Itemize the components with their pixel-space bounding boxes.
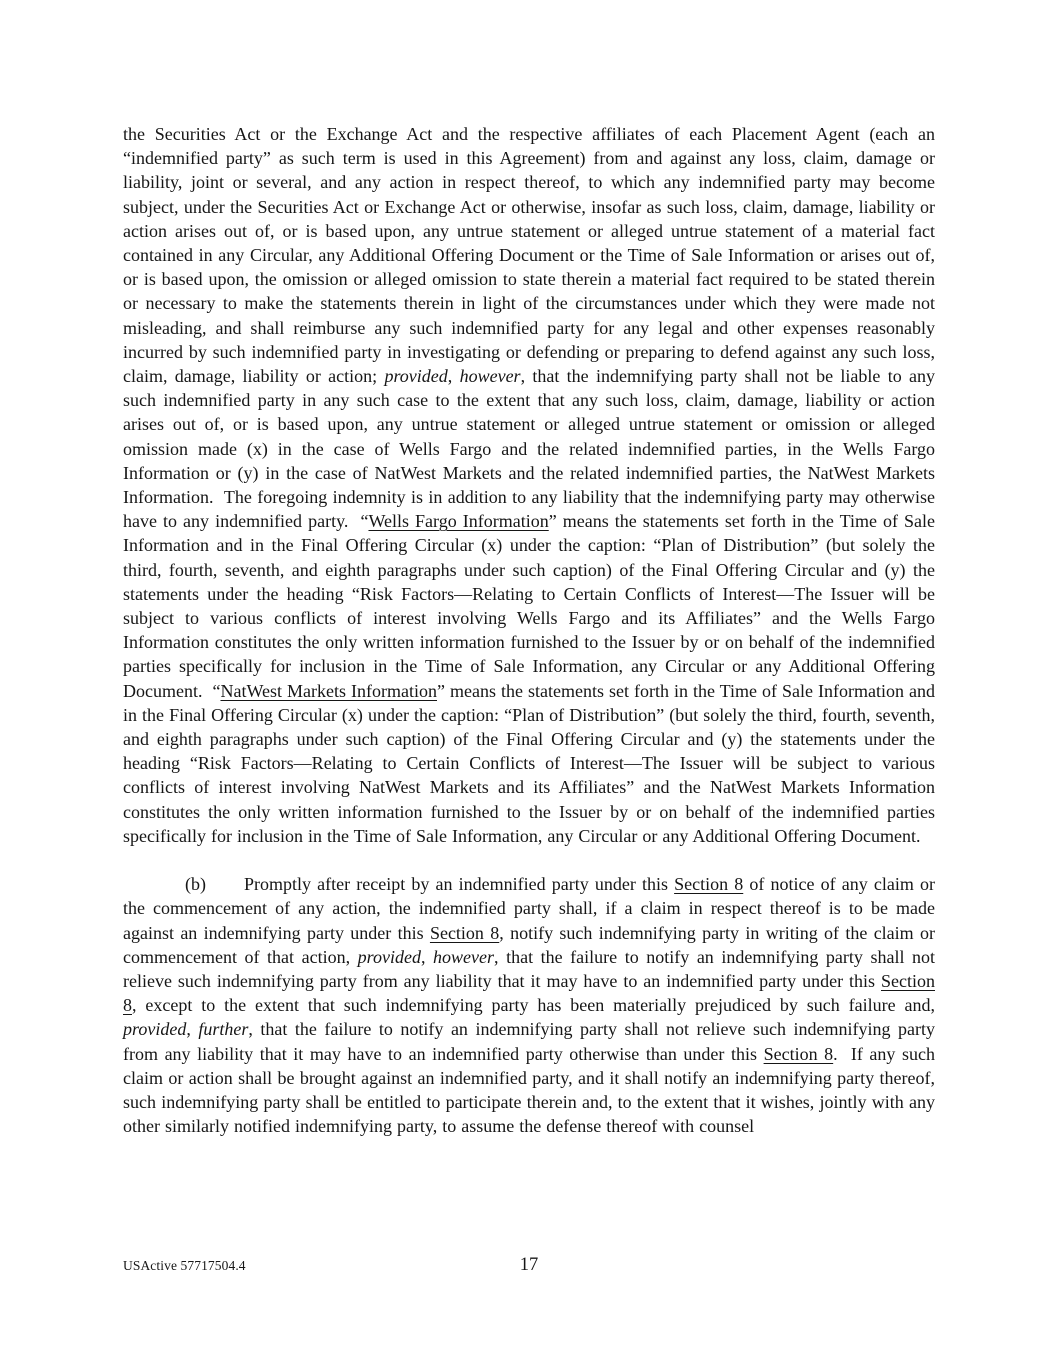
- underlined-term: Section 8: [123, 970, 935, 1016]
- text-run: . If any such claim or action shall be brought against an indemnified party, and it shall notify an indemnifying party thereof, such indemnifying party shall be entitled to participate therein and, to the extent that it wishes, jointly with any other similarly notified indemnifying party, to assume the defense thereof with counsel: [123, 1043, 935, 1137]
- document-body: [123, 122, 935, 1138]
- continuation-paragraph: [123, 122, 935, 848]
- underlined-term: NatWest Markets Information: [220, 680, 437, 701]
- document-id: USActive 57717504.4: [123, 1258, 246, 1273]
- page-footer: [123, 1250, 935, 1276]
- paragraph-b: [123, 872, 935, 1138]
- underlined-term: Wells Fargo Information: [368, 511, 549, 532]
- text-run: ” means the statements set forth in the Time of Sale Information and in the Final Offering Circular (x) under the caption: “Plan of Distribution” (but solely the third, fourth, seventh, and eighth paragraphs under such caption) of the Final Offering Circular and (y) the statements under the heading “Risk Factors—Relating to Certain Conflicts of Interest—The Issuer will be subject to various conflicts of interest involving NatWest Markets and its Affiliates” and the NatWest Markets Information constitutes the only written information furnished to the Issuer by or on behalf of the indemnified parties specifically for inclusion in the Time of Sale Information, any Circular or any Additional Offering Document.: [123, 680, 935, 846]
- italicized-term: provided: [357, 946, 421, 967]
- text-run: , that the indemnifying party shall not be liable to any such indemnified party in any such case to the extent that any such loss, claim, damage, liability or action arises out of, or is based upon, any untrue statement or alleged untrue statement or omission or alleged omission made (x) in the case of Wells Fargo and the related indemnified parties, in the Wells Fargo Information or (y) in the case of NatWest Markets and the related indemnified parties, the NatWest Markets Information. The foregoing indemnity is in addition to any liability that the indemnifying party may otherwise have to any indemnified party. “: [123, 366, 936, 532]
- underlined-term: Section 8: [763, 1043, 834, 1064]
- text-run: the Securities Act or the Exchange Act and the respective affiliates of each Placement Agent (each an “indemnified party” as such term is used in this Agreement) from and against any loss, claim, damage or liability, joint or several, and any action in respect thereof, to which any indemnified party may become subject, under the Securities Act or Exchange Act or otherwise, insofar as such loss, claim, damage, liability or action arises out of, or is based upon, any untrue statement or alleged untrue statement of a material fact contained in any Circular, any Additional Offering Document or the Time of Sale Information or arises out of, or is based upon, the omission or alleged omission to state therein a material fact required to be stated therein or necessary to make the statements therein in light of the circumstances under which they were made not misleading, and shall reimburse any such indemnified party for any legal and other expenses reasonably incurred by such indemnified party in investigating or defending or preparing to defend against any such loss, claim, damage, liability or action;: [123, 124, 935, 387]
- text-run: of notice of any claim or the commencement of any action, the indemnified party shall, if a claim in respect thereof is to be made against an indemnifying party under this: [123, 874, 935, 943]
- text-run: , that the failure to notify an indemnifying party shall not relieve such indemnifying party from any liability that it may have to an indemnified party under this: [123, 946, 936, 991]
- underlined-term: Section 8: [429, 922, 500, 943]
- text-run: , except to the extent that such indemnifying party has been materially prejudiced by such failure and,: [132, 995, 935, 1016]
- page-number: 17: [519, 1255, 539, 1275]
- paragraph-label: (b): [185, 874, 206, 895]
- text-run: ,: [186, 1019, 199, 1040]
- italicized-term: provided: [123, 1019, 187, 1040]
- italicized-term: however: [433, 946, 495, 967]
- italicized-term: however: [459, 366, 521, 387]
- italicized-term: provided: [384, 366, 448, 387]
- underlined-term: Section 8: [674, 874, 744, 895]
- text-run: ” means the statements set forth in the Time of Sale Information and in the Final Offering Circular (x) under the caption: “Plan of Distribution” (but solely the third, fourth, seventh, and eighth paragraphs under such caption) of the Final Offering Circular and (y) the statements under the heading “Risk Factors—Relating to Certain Conflicts of Interest—The Issuer will be subject to various conflicts of interest involving Wells Fargo and its Affiliates” and the Wells Fargo Information constitutes the only written information furnished to the Issuer by or on behalf of the indemnified parties specifically for inclusion in the Time of Sale Information, any Circular or any Additional Offering Document. “: [123, 511, 936, 701]
- text-run: ,: [447, 366, 460, 387]
- italicized-term: further: [198, 1019, 249, 1040]
- text-run: Promptly after receipt by an indemnified party under this: [244, 874, 675, 895]
- text-run: , notify such indemnifying party in writing of the claim or commencement of that action,: [123, 922, 936, 967]
- text-run: , that the failure to notify an indemnifying party shall not relieve such indemnifying party from any liability that it may have to an indemnified party otherwise than under this: [123, 1019, 936, 1064]
- text-run: ,: [420, 946, 434, 967]
